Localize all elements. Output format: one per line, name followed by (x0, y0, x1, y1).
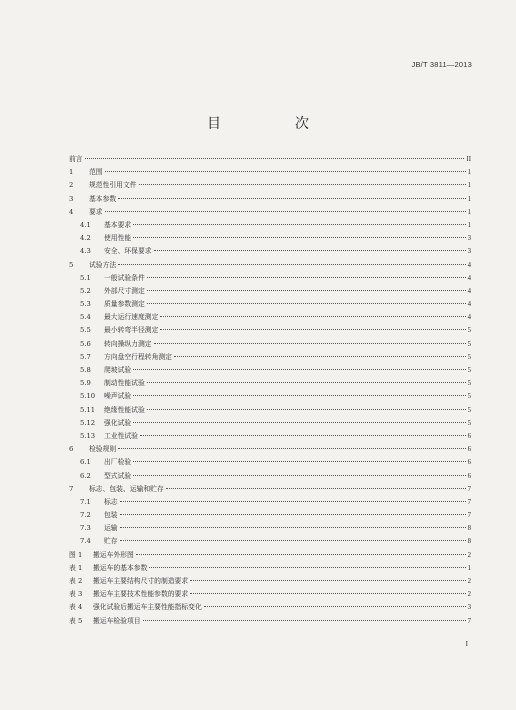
toc-leader-dots (139, 176, 466, 185)
page-title: 目 次 (207, 116, 339, 132)
toc-entry-page: 5 (467, 419, 471, 427)
toc-entry-label: 要求 (89, 207, 103, 216)
toc-entry-page: 5 (467, 380, 471, 388)
toc-entry-number: 6.2 (80, 471, 91, 480)
toc-entry-number: 7 (69, 484, 74, 493)
toc-leader-dots (147, 295, 466, 304)
toc-entry-page: 1 (467, 182, 471, 190)
toc-entry-number: 5.7 (80, 352, 91, 361)
toc-entry-label: 搬运车的基本参数 (93, 563, 148, 572)
toc-entry-number: 7.4 (80, 537, 91, 546)
toc-entry-label: 搬运车主要结构尺寸的制造要求 (93, 577, 189, 585)
toc-entry-number: 5.10 (80, 392, 96, 401)
toc-entry-label: 包装 (104, 511, 118, 520)
toc-entry-label: 噪声试验 (104, 392, 132, 401)
toc-leader-dots (133, 361, 465, 370)
toc-entry-page: 6 (467, 432, 471, 440)
toc-entry-label: 贮存 (104, 537, 118, 546)
toc-leader-dots (143, 612, 466, 621)
toc-entry-label: 搬运车检验项目 (93, 616, 141, 625)
toc-entry-page: II (466, 156, 471, 163)
toc-entry-number: 5.2 (80, 286, 91, 295)
toc-entry-label: 安全、环保要求 (104, 247, 152, 256)
toc-entry-number: 3 (69, 194, 74, 203)
toc-leader-dots (133, 467, 465, 476)
toc-entry-page: 2 (467, 591, 471, 599)
toc-entry-page: 2 (467, 551, 471, 559)
toc-leader-dots (133, 453, 465, 462)
toc-leader-dots (190, 572, 465, 581)
toc-entry-label: 使用性能 (104, 234, 132, 243)
toc-leader-dots (149, 559, 465, 568)
toc-entry-number: 5.4 (80, 313, 91, 322)
toc-entry-page: 6 (467, 459, 471, 467)
toc-entry-label: 基本要求 (104, 220, 132, 229)
toc-leader-dots (140, 427, 466, 436)
toc-entry-label: 一般试验条件 (104, 273, 145, 282)
toc-entry-label: 转向操纵力测定 (104, 339, 152, 348)
toc-entry-number: 表 1 (69, 563, 83, 572)
toc-entry-number: 7.2 (80, 511, 91, 520)
toc-entry-page: 6 (467, 472, 471, 480)
toc-entry-page: 2 (467, 578, 471, 585)
toc-entry-page: 7 (467, 617, 471, 625)
toc-entry-number: 6.1 (80, 458, 91, 467)
toc-entry-label: 出厂检验 (104, 458, 132, 467)
toc-leader-dots (133, 229, 465, 238)
toc-entry-label: 标志、包装、运输和贮存 (89, 484, 164, 493)
toc-entry-page: 5 (467, 406, 471, 414)
toc-entry-label: 检验规则 (89, 445, 117, 454)
toc-leader-dots (154, 335, 466, 344)
toc-leader-dots (174, 348, 466, 357)
toc-entry-page: 1 (467, 221, 471, 229)
toc-entry-page: 1 (467, 195, 471, 203)
toc-leader-dots (118, 440, 465, 449)
toc-leader-dots (120, 519, 466, 528)
toc-entry-number: 表 3 (69, 590, 83, 599)
toc-entry[interactable] (69, 614, 471, 627)
toc-entry-number: 4.2 (80, 234, 91, 243)
table-of-contents (69, 152, 471, 627)
toc-leader-dots (120, 532, 466, 541)
toc-entry-page: 1 (467, 169, 471, 177)
toc-entry-page: 4 (467, 314, 471, 322)
toc-entry-label: 搬运车外形图 (93, 550, 134, 559)
toc-entry-page: 3 (467, 248, 471, 256)
toc-entry-page: 6 (467, 446, 471, 454)
toc-entry-number: 5.5 (80, 326, 91, 335)
toc-entry-number: 5.11 (80, 405, 96, 414)
toc-leader-dots (118, 190, 465, 199)
toc-entry-page: 3 (467, 604, 471, 612)
toc-entry-number: 表 2 (69, 577, 83, 585)
toc-entry-number: 4 (69, 207, 74, 216)
toc-entry-number: 5.9 (80, 379, 91, 388)
toc-entry-number: 5.1 (80, 273, 91, 282)
toc-leader-dots (160, 308, 465, 317)
toc-entry-number: 表 5 (69, 616, 83, 625)
toc-entry-label: 搬运车主要技术性能参数的要求 (93, 590, 189, 599)
document-code: JB/T 3811—2013 (411, 60, 472, 69)
toc-entry-number: 7.3 (80, 524, 91, 533)
toc-leader-dots (136, 546, 466, 555)
toc-leader-dots (166, 480, 466, 489)
toc-entry-label: 爬坡试验 (104, 366, 132, 374)
toc-leader-dots (118, 256, 465, 265)
toc-entry-number: 2 (69, 181, 74, 190)
toc-entry-page: 4 (467, 274, 471, 282)
toc-entry-number: 表 4 (69, 603, 83, 612)
toc-entry-page: 7 (467, 512, 471, 520)
toc-entry-label: 标志 (104, 497, 118, 506)
toc-entry-number: 4.3 (80, 247, 91, 256)
toc-entry-page: 4 (467, 287, 471, 295)
toc-entry-page: 8 (467, 538, 471, 546)
toc-entry-label: 型式试验 (104, 471, 132, 480)
toc-entry-number: 5.8 (80, 366, 91, 374)
toc-entry-label: 质量参数测定 (104, 300, 145, 309)
toc-entry-label: 外部尺寸测定 (104, 286, 145, 295)
toc-entry-page: 3 (467, 235, 471, 243)
toc-leader-dots (133, 387, 465, 396)
toc-leader-dots (120, 506, 466, 515)
toc-entry-number: 6 (69, 445, 74, 454)
toc-entry-page: 5 (467, 327, 471, 335)
toc-entry-page: 7 (467, 498, 471, 506)
toc-entry-page: 1 (467, 564, 471, 572)
toc-entry-number: 5.12 (80, 418, 96, 427)
toc-entry-number: 4.1 (80, 220, 91, 229)
toc-leader-dots (154, 242, 466, 251)
toc-entry-label: 基本参数 (89, 194, 117, 203)
toc-entry-number: 5.13 (80, 431, 96, 440)
toc-entry-label: 规范性引用文件 (89, 181, 137, 190)
toc-entry-page: 4 (467, 301, 471, 309)
toc-entry-number: 5.6 (80, 339, 91, 348)
toc-entry-label: 范围 (89, 168, 103, 177)
page-number: I (465, 640, 468, 648)
toc-entry-label: 制动性能试验 (104, 379, 145, 388)
toc-leader-dots (147, 401, 466, 410)
toc-entry-label: 运输 (104, 524, 118, 533)
toc-entry-page: 5 (467, 367, 471, 374)
toc-leader-dots (105, 203, 466, 212)
toc-entry-label: 最小转弯半径测定 (104, 326, 159, 335)
toc-entry-page: 1 (467, 208, 471, 216)
toc-entry-page: 5 (467, 340, 471, 348)
toc-entry-label: 方向盘空行程转角测定 (104, 352, 172, 361)
toc-leader-dots (133, 414, 465, 423)
toc-leader-dots (190, 585, 465, 594)
toc-entry-label: 强化试验后搬运车主要性能指标变化 (93, 603, 202, 612)
toc-entry-label: 最大运行速度测定 (104, 313, 159, 322)
toc-leader-dots (160, 321, 465, 330)
toc-entry-page: 8 (467, 525, 471, 533)
toc-leader-dots (85, 150, 465, 159)
toc-entry-number: 图 1 (69, 550, 83, 559)
toc-leader-dots (105, 163, 466, 172)
toc-leader-dots (147, 269, 466, 278)
toc-entry-number: 7.1 (80, 497, 91, 506)
toc-entry-number: 1 (69, 168, 74, 177)
toc-leader-dots (147, 282, 466, 291)
toc-entry-label: 前言 (69, 155, 83, 163)
toc-entry-label: 工业性试验 (104, 431, 138, 440)
toc-entry-number: 5.3 (80, 300, 91, 309)
toc-entry-page: 7 (467, 485, 471, 493)
toc-leader-dots (120, 493, 466, 502)
toc-entry-page: 5 (467, 353, 471, 361)
toc-entry-page: 5 (467, 393, 471, 401)
toc-entry-number: 5 (69, 260, 74, 269)
toc-entry-label: 绝缘性能试验 (104, 405, 145, 414)
toc-leader-dots (204, 598, 466, 607)
toc-leader-dots (147, 374, 466, 383)
toc-entry-page: 4 (467, 261, 471, 269)
toc-entry-label: 强化试验 (104, 418, 132, 427)
toc-leader-dots (133, 216, 465, 225)
toc-entry-label: 试验方法 (89, 260, 117, 269)
